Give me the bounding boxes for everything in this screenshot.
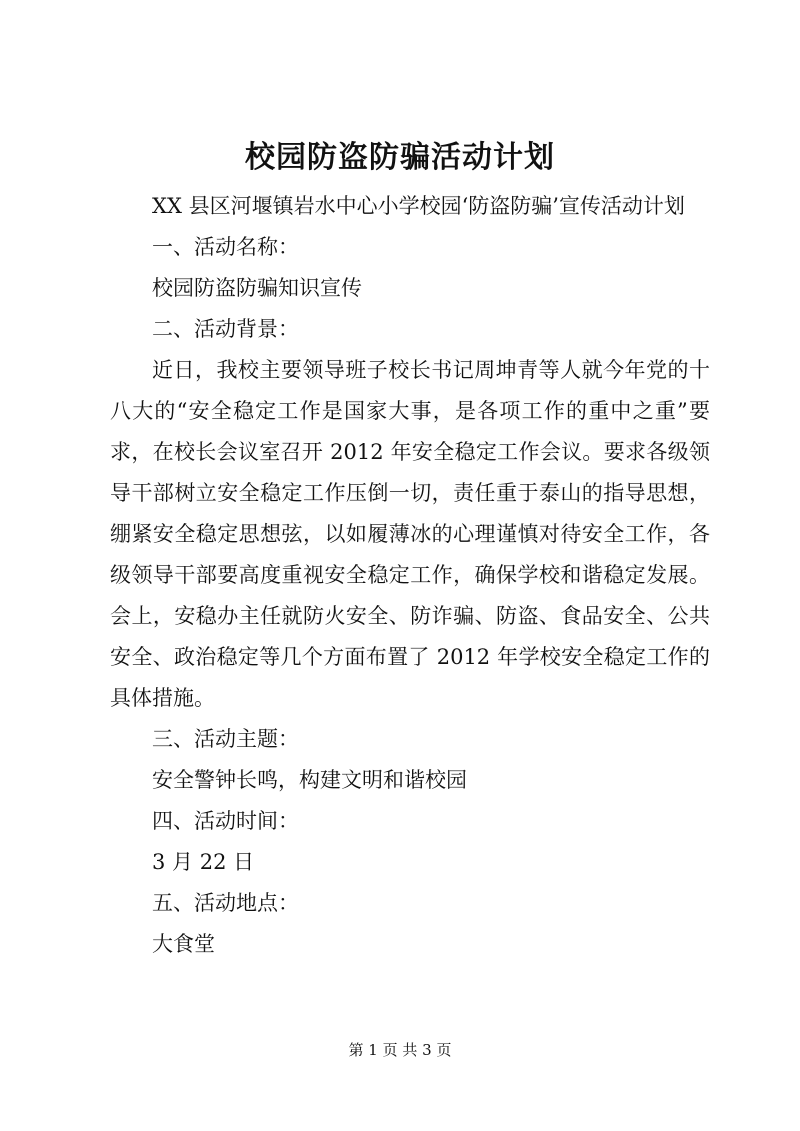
section-heading-name: 一、活动名称： bbox=[152, 235, 299, 259]
page-footer: 第 1 页 共 3 页 bbox=[348, 1041, 452, 1059]
section-heading-background: 二、活动背景： bbox=[152, 317, 299, 341]
section-heading-time: 四、活动时间： bbox=[152, 809, 299, 833]
paragraph-time: 3 月 22 日 bbox=[152, 850, 255, 874]
document-title: 校园防盗防骗活动计划 bbox=[245, 140, 555, 175]
section-heading-location: 五、活动地点： bbox=[152, 891, 299, 915]
document-body bbox=[110, 186, 710, 965]
paragraph-background: 近日，我校主要领导班子校长书记周坤青等人就今年党的十八大的“安全稳定工作是国家大事，是各项工作的重中之重”要求，在校长会议室召开 2012 年安全稳定工作会议。要求各级领导干部树立安全稳定工作压倒一切，责任重于泰山的指导思想，绷紧安全稳定思想弦，以如履薄冰的心理谨慎对待安全工作，各级领导干部要高度重视安全稳定工作，确保学校和谐稳定发展。会上，安稳办主任就防火安全、防诈骗、防盗、食品安全、公共安全、政治稳定等几个方面布置了 2012 年学校安全稳定工作的具体措施。 bbox=[110, 358, 710, 710]
paragraph-location: 大食堂 bbox=[152, 932, 215, 956]
paragraph-theme: 安全警钟长鸣，构建文明和谐校园 bbox=[152, 768, 467, 792]
section-heading-theme: 三、活动主题： bbox=[152, 727, 299, 751]
paragraph-activity-name: 校园防盗防骗知识宣传 bbox=[152, 276, 362, 300]
paragraph-intro: XX 县区河堰镇岩水中心小学校园‘防盗防骗’宣传活动计划 bbox=[152, 194, 685, 218]
